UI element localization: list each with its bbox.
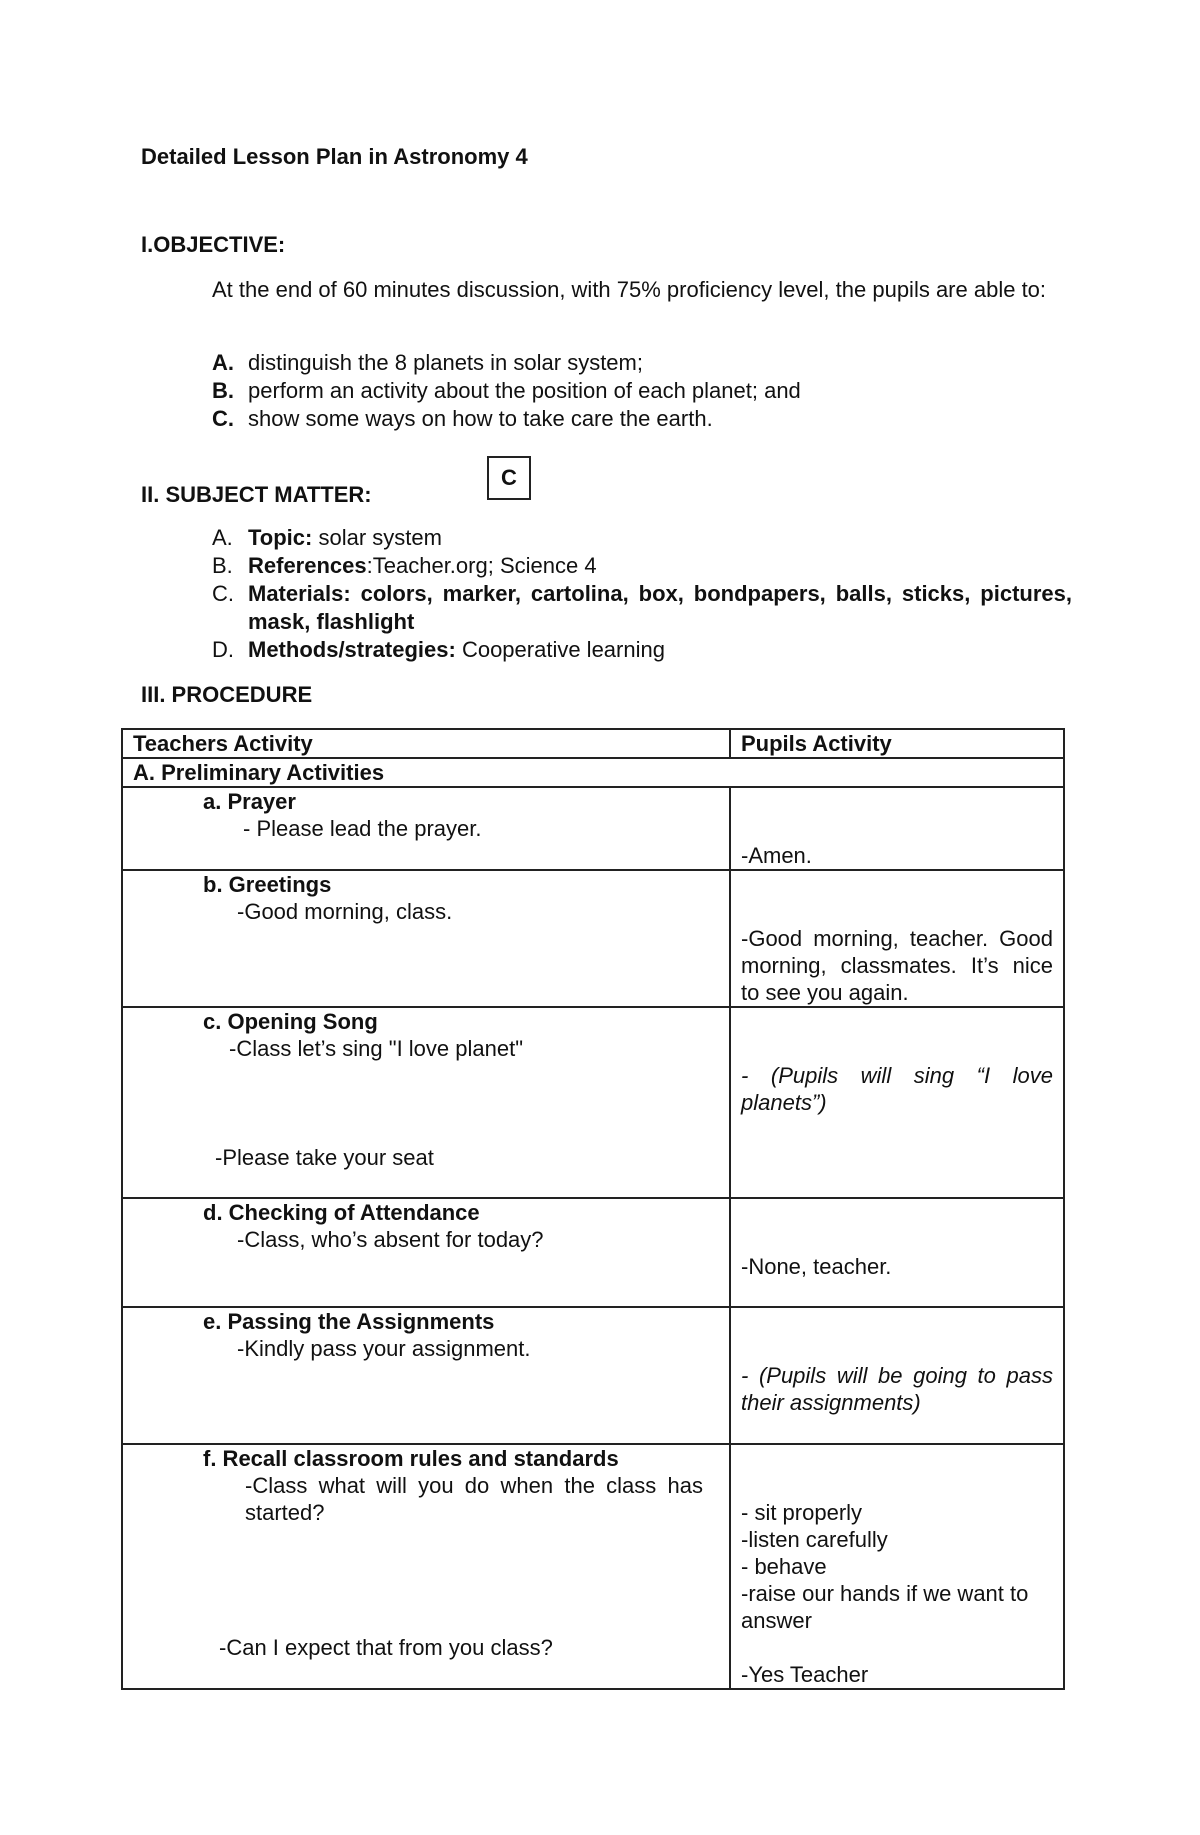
section-title: A. Preliminary Activities: [122, 758, 1064, 787]
teacher-line: -Good morning, class.: [237, 899, 453, 924]
activity-title: b. Greetings: [203, 872, 332, 897]
objective-item-text: perform an activity about the position of each planet; and: [248, 378, 801, 403]
table-row: [122, 1198, 1064, 1307]
teacher-cell: [122, 1007, 730, 1198]
table-row: [122, 1007, 1064, 1198]
subject-item-label: C.: [212, 581, 234, 606]
objective-intro: At the end of 60 minutes discussion, with 75% proficiency level, the pupils are able to:: [212, 277, 1047, 302]
teacher-line: -Kindly pass your assignment.: [237, 1336, 531, 1361]
table-row: [122, 787, 1064, 870]
subject-item: [212, 580, 1072, 636]
subject-item-key: Methods/strategies:: [248, 637, 456, 662]
subject-item-value: solar system: [312, 525, 442, 550]
procedure-heading: III. PROCEDURE: [141, 682, 313, 707]
objective-item: [212, 405, 1072, 433]
teacher-cell: [122, 1444, 730, 1689]
pupils-cell: [730, 1444, 1064, 1689]
subject-item-label: B.: [212, 553, 233, 578]
objective-item: [212, 377, 1072, 405]
pupils-line: -raise our hands if we want to answer: [741, 1581, 1029, 1633]
objective-item-label: C.: [212, 406, 234, 431]
subject-item: [212, 636, 1072, 664]
activity-title: c. Opening Song: [203, 1009, 378, 1034]
teacher-cell: [122, 870, 730, 1007]
table-row: [122, 1444, 1064, 1689]
pupils-line: -Yes Teacher: [741, 1662, 869, 1687]
subject-item-key: References: [248, 553, 367, 578]
pupils-line: - sit properly: [741, 1500, 863, 1525]
subject-item-key: Topic:: [248, 525, 313, 550]
objective-item-text: show some ways on how to take care the earth.: [248, 406, 713, 431]
subject-item-key: Materials: colors, marker, cartolina, box, bondpapers, balls, sticks, pictures, mask, flashlight: [248, 581, 1072, 634]
subject-item-label: A.: [212, 525, 233, 550]
section-row: [122, 758, 1064, 787]
pupils-line: -Amen.: [741, 843, 812, 868]
pupils-cell: [730, 1198, 1064, 1307]
subject-matter-heading: II. SUBJECT MATTER:: [141, 482, 372, 507]
subject-item-label: D.: [212, 637, 234, 662]
pupils-cell: [730, 870, 1064, 1007]
teacher-cell: [122, 1198, 730, 1307]
objective-item-label: A.: [212, 350, 234, 375]
column-header-teacher: Teachers Activity: [122, 729, 730, 758]
objective-list: [212, 349, 1072, 433]
pupils-cell: [730, 1007, 1064, 1198]
table-row: [122, 1307, 1064, 1444]
teacher-line: -Class, who’s absent for today?: [237, 1227, 544, 1252]
objective-heading: I.OBJECTIVE:: [141, 232, 286, 257]
pupils-line: -listen carefully: [741, 1527, 888, 1552]
subject-matter-list: [212, 524, 1072, 664]
pupils-line: - (Pupils will sing “I love planets”): [741, 1063, 1053, 1115]
procedure-table: [121, 728, 1065, 1690]
subject-item: [212, 552, 1072, 580]
objective-item-text: distinguish the 8 planets in solar system;: [248, 350, 643, 375]
activity-title: e. Passing the Assignments: [203, 1309, 495, 1334]
document-title: Detailed Lesson Plan in Astronomy 4: [141, 144, 528, 169]
pupils-line: - (Pupils will be going to pass their assignments): [741, 1363, 1053, 1415]
column-header-pupils: Pupils Activity: [730, 729, 1064, 758]
table-row: [122, 870, 1064, 1007]
grade-box: C: [487, 456, 531, 500]
pupils-cell: [730, 787, 1064, 870]
pupils-line: - behave: [741, 1554, 827, 1579]
activity-title: f. Recall classroom rules and standards: [203, 1446, 619, 1471]
teacher-cell: [122, 787, 730, 870]
teacher-line: -Can I expect that from you class?: [219, 1635, 553, 1660]
objective-item: [212, 349, 1072, 377]
pupils-cell: [730, 1307, 1064, 1444]
activity-title: a. Prayer: [203, 789, 296, 814]
activity-title: d. Checking of Attendance: [203, 1200, 480, 1225]
table-header-row: [122, 729, 1064, 758]
subject-item-value: Cooperative learning: [455, 637, 665, 662]
teacher-cell: [122, 1307, 730, 1444]
teacher-line: -Class let’s sing "I love planet": [229, 1036, 524, 1061]
teacher-line: -Class what will you do when the class has started?: [245, 1473, 703, 1525]
teacher-line: -Please take your seat: [215, 1145, 434, 1170]
pupils-line: -Good morning, teacher. Good morning, classmates. It’s nice to see you again.: [741, 926, 1053, 1005]
subject-item: [212, 524, 1072, 552]
objective-item-label: B.: [212, 378, 234, 403]
pupils-line: -None, teacher.: [741, 1254, 892, 1279]
subject-item-value: :Teacher.org; Science 4: [366, 553, 597, 578]
teacher-line: - Please lead the prayer.: [243, 816, 482, 841]
